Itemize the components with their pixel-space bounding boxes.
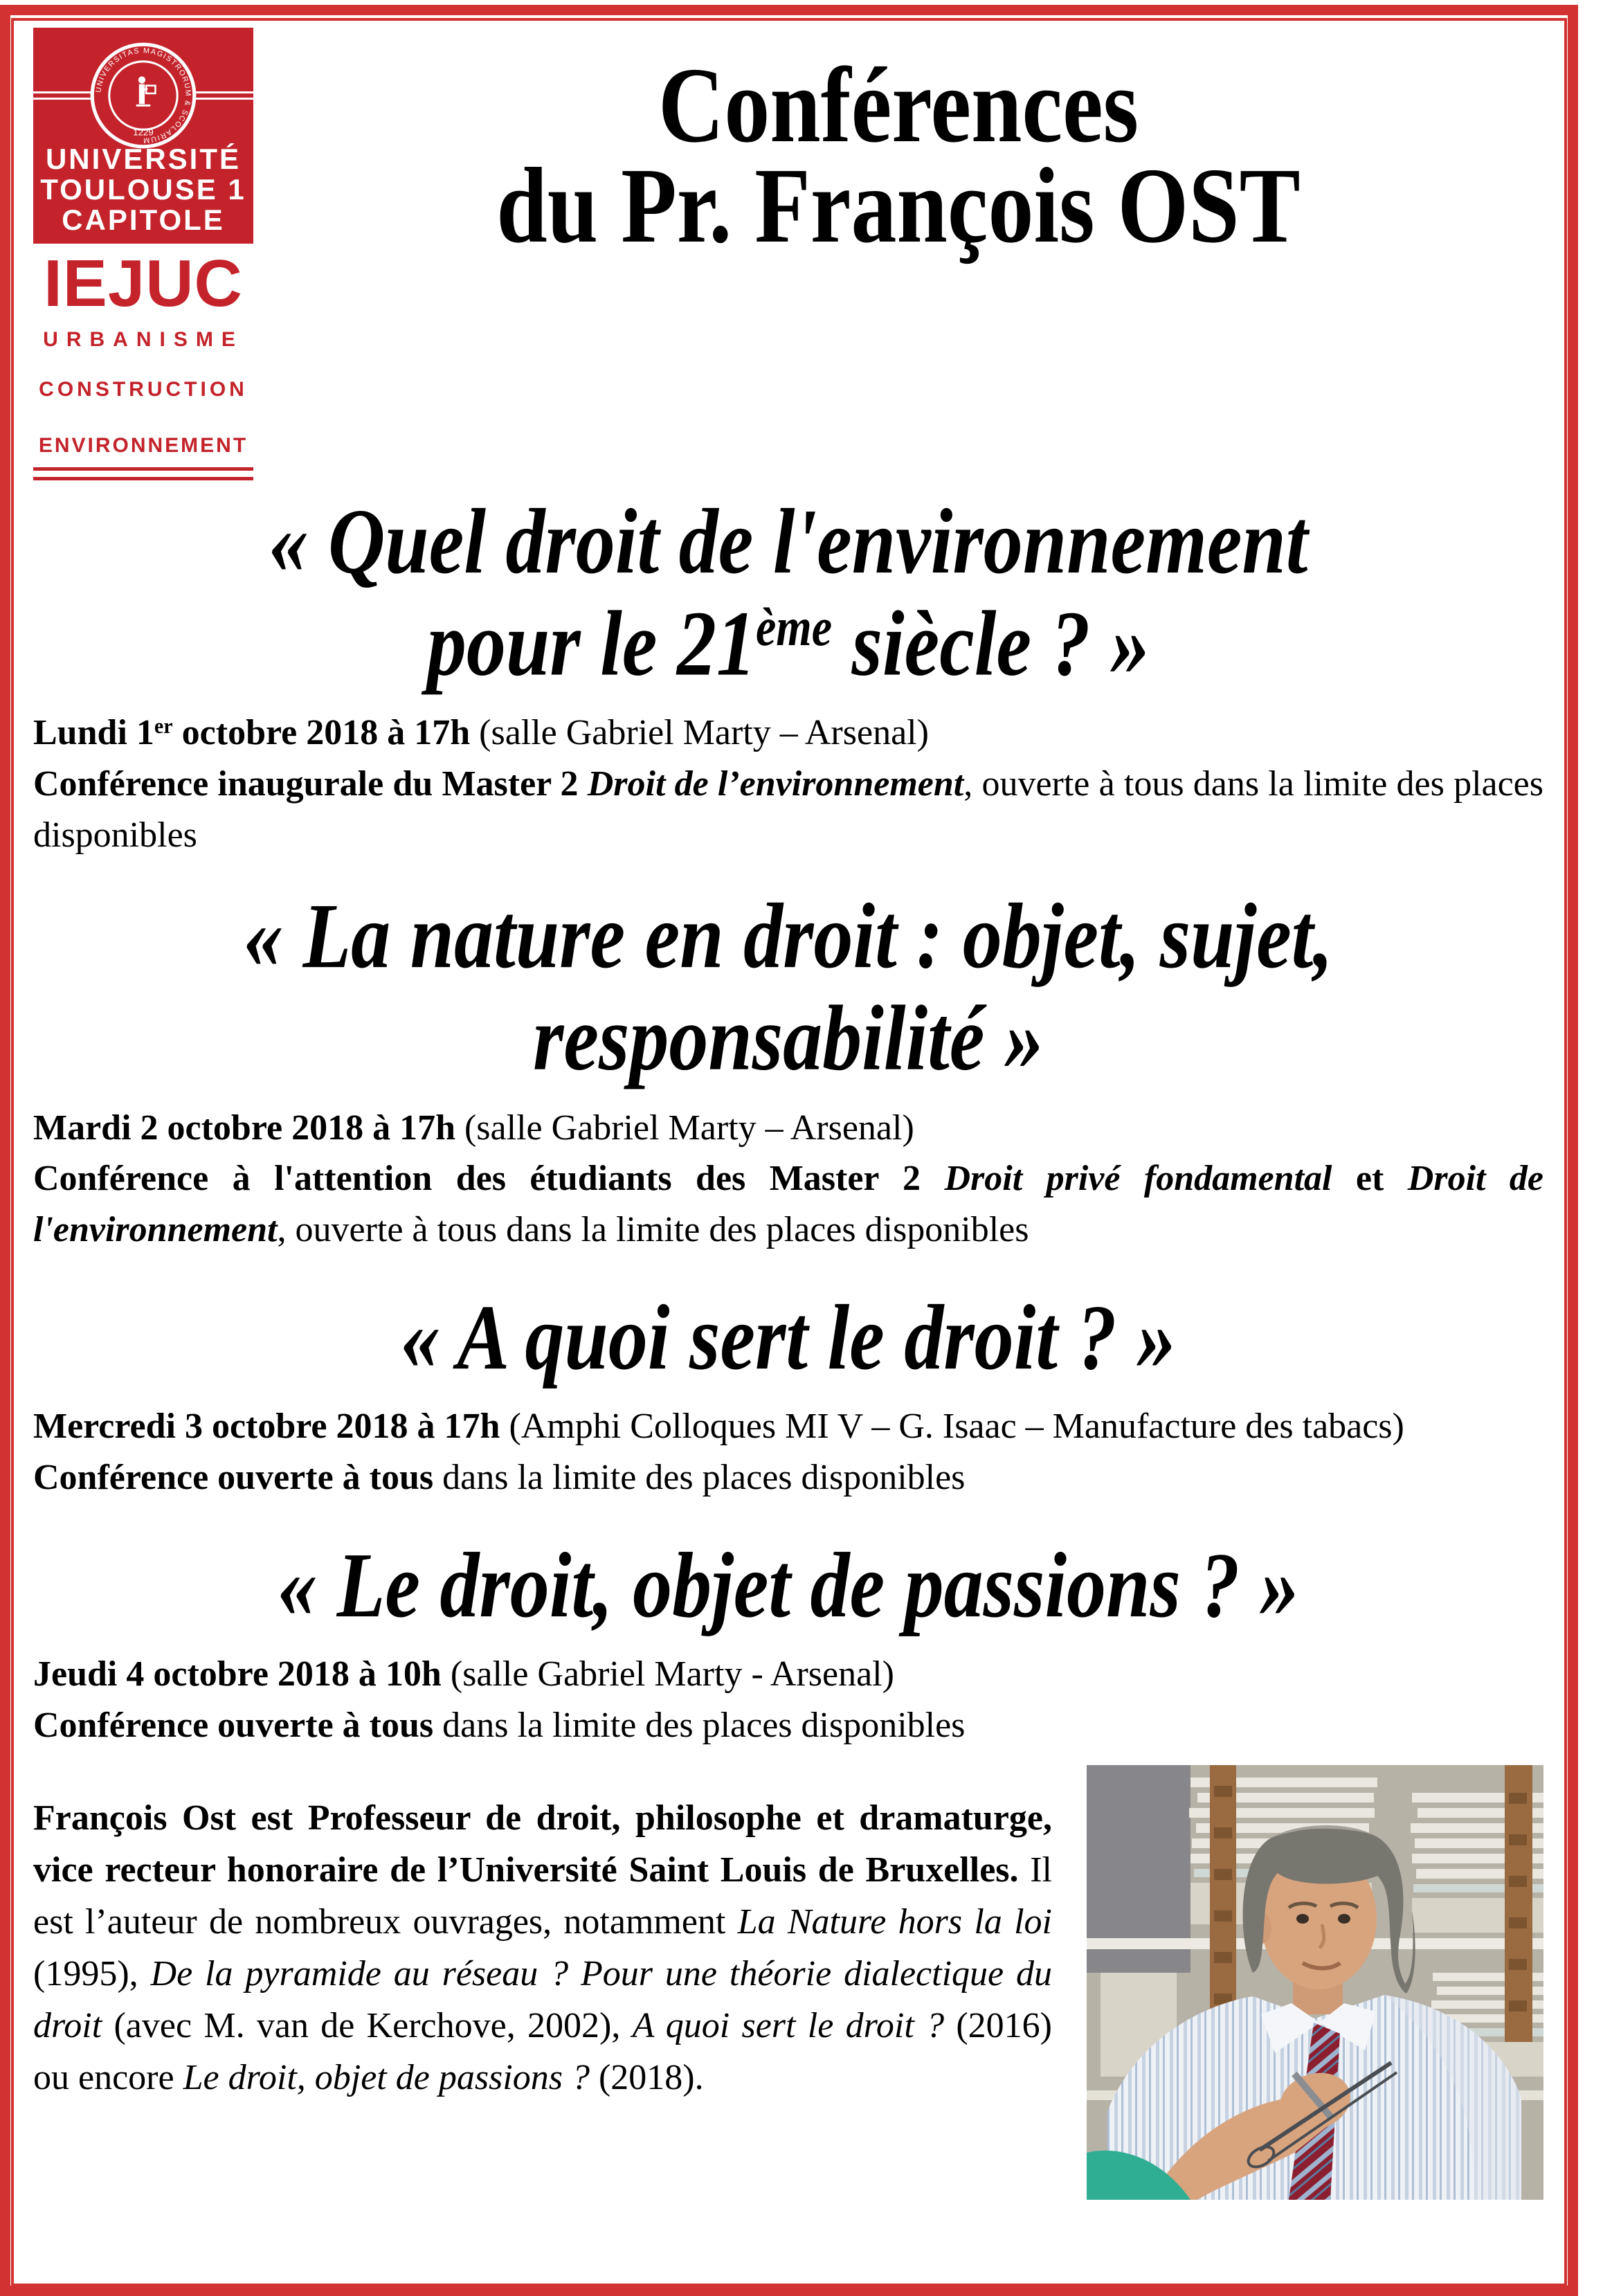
conference-4-title: « Le droit, objet de passions ? » (278, 1533, 1299, 1637)
conference-3 (33, 1286, 1543, 1503)
portrait-francois-ost-illustration (1087, 1765, 1543, 2200)
logo-red-block (33, 28, 253, 244)
university-name-line2: TOULOUSE 1 (40, 172, 246, 206)
logo-double-rule (33, 467, 253, 480)
conference-4-datetime: Jeudi 4 octobre 2018 à 10h (salle Gabriel Marty - Arsenal) (33, 1654, 894, 1694)
conference-2-description: Conférence à l'attention des étudiants des Master 2 Droit privé fondamental et Droit de l'environnement, ouverte à tous dans la limite des places disponibles (33, 1159, 1543, 1250)
conference-1-title: « Quel droit de l'environnement pour le 21ème siècle ? » (269, 489, 1308, 696)
biography-block (33, 1793, 1543, 2200)
biography-text: François Ost est Professeur de droit, philosophe et dramaturge, vice recteur honoraire de l’Université Saint Louis de Bruxelles. Il est l’auteur de nombreux ouvrages, notamment La Nature hors la loi (1995), De la pyramide au réseau ? Pour une théorie dialectique du droit (avec M. van de Kerchove, 2002), A quoi sert le droit ? (2016) ou encore Le droit, objet de passions ? (2018). (33, 1798, 1053, 2097)
conference-1-description: Conférence inaugurale du Master 2 Droit de l’environnement, ouverte à tous dans la limite des places disponibles (33, 764, 1543, 855)
poster-title-line2: du Pr. François OST (496, 145, 1301, 266)
university-seal-icon (87, 39, 200, 152)
conference-3-title: « A quoi sert le droit ? » (400, 1285, 1177, 1389)
poster-content (33, 28, 1543, 2200)
svg-text:UNIVERSITAS MAGISTRORUM & SCOL: UNIVERSITAS MAGISTRORUM & SCOLARIUM (94, 46, 192, 145)
iejuc-sub-environnement: ENVIRONNEMENT (38, 434, 248, 457)
conference-1 (33, 490, 1543, 861)
conference-4-description: Conférence ouverte à tous dans la limite des places disponibles (33, 1706, 966, 1746)
portrait-photo (1087, 1765, 1543, 2200)
iejuc-sub-construction: CONSTRUCTION (39, 377, 248, 401)
iejuc-sub-urbanisme: URBANISME (43, 328, 244, 351)
conference-3-description: Conférence ouverte à tous dans la limite des places disponibles (33, 1458, 966, 1498)
university-name-line3: CAPITOLE (62, 203, 225, 236)
iejuc-acronym: IEJUC (44, 246, 243, 320)
conference-4 (33, 1534, 1543, 1751)
conference-1-datetime: Lundi 1er octobre 2018 à 17h (salle Gabriel Marty – Arsenal) (33, 713, 929, 753)
university-name-line1: UNIVERSITÉ (45, 142, 242, 175)
header (33, 28, 1543, 480)
svg-text:1229: 1229 (133, 127, 154, 138)
conference-2 (33, 885, 1543, 1256)
conference-3-datetime: Mercredi 3 octobre 2018 à 17h (Amphi Colloques MI V – G. Isaac – Manufacture des tabacs) (33, 1407, 1404, 1447)
university-name (33, 144, 253, 235)
university-logo (33, 28, 253, 480)
poster-title (253, 28, 1543, 266)
poster-title-line1: Conférences (658, 44, 1139, 165)
conference-2-datetime: Mardi 2 octobre 2018 à 17h (salle Gabriel Marty – Arsenal) (33, 1108, 914, 1148)
conference-2-title: « La nature en droit : objet, sujet, responsabilité » (244, 883, 1333, 1090)
